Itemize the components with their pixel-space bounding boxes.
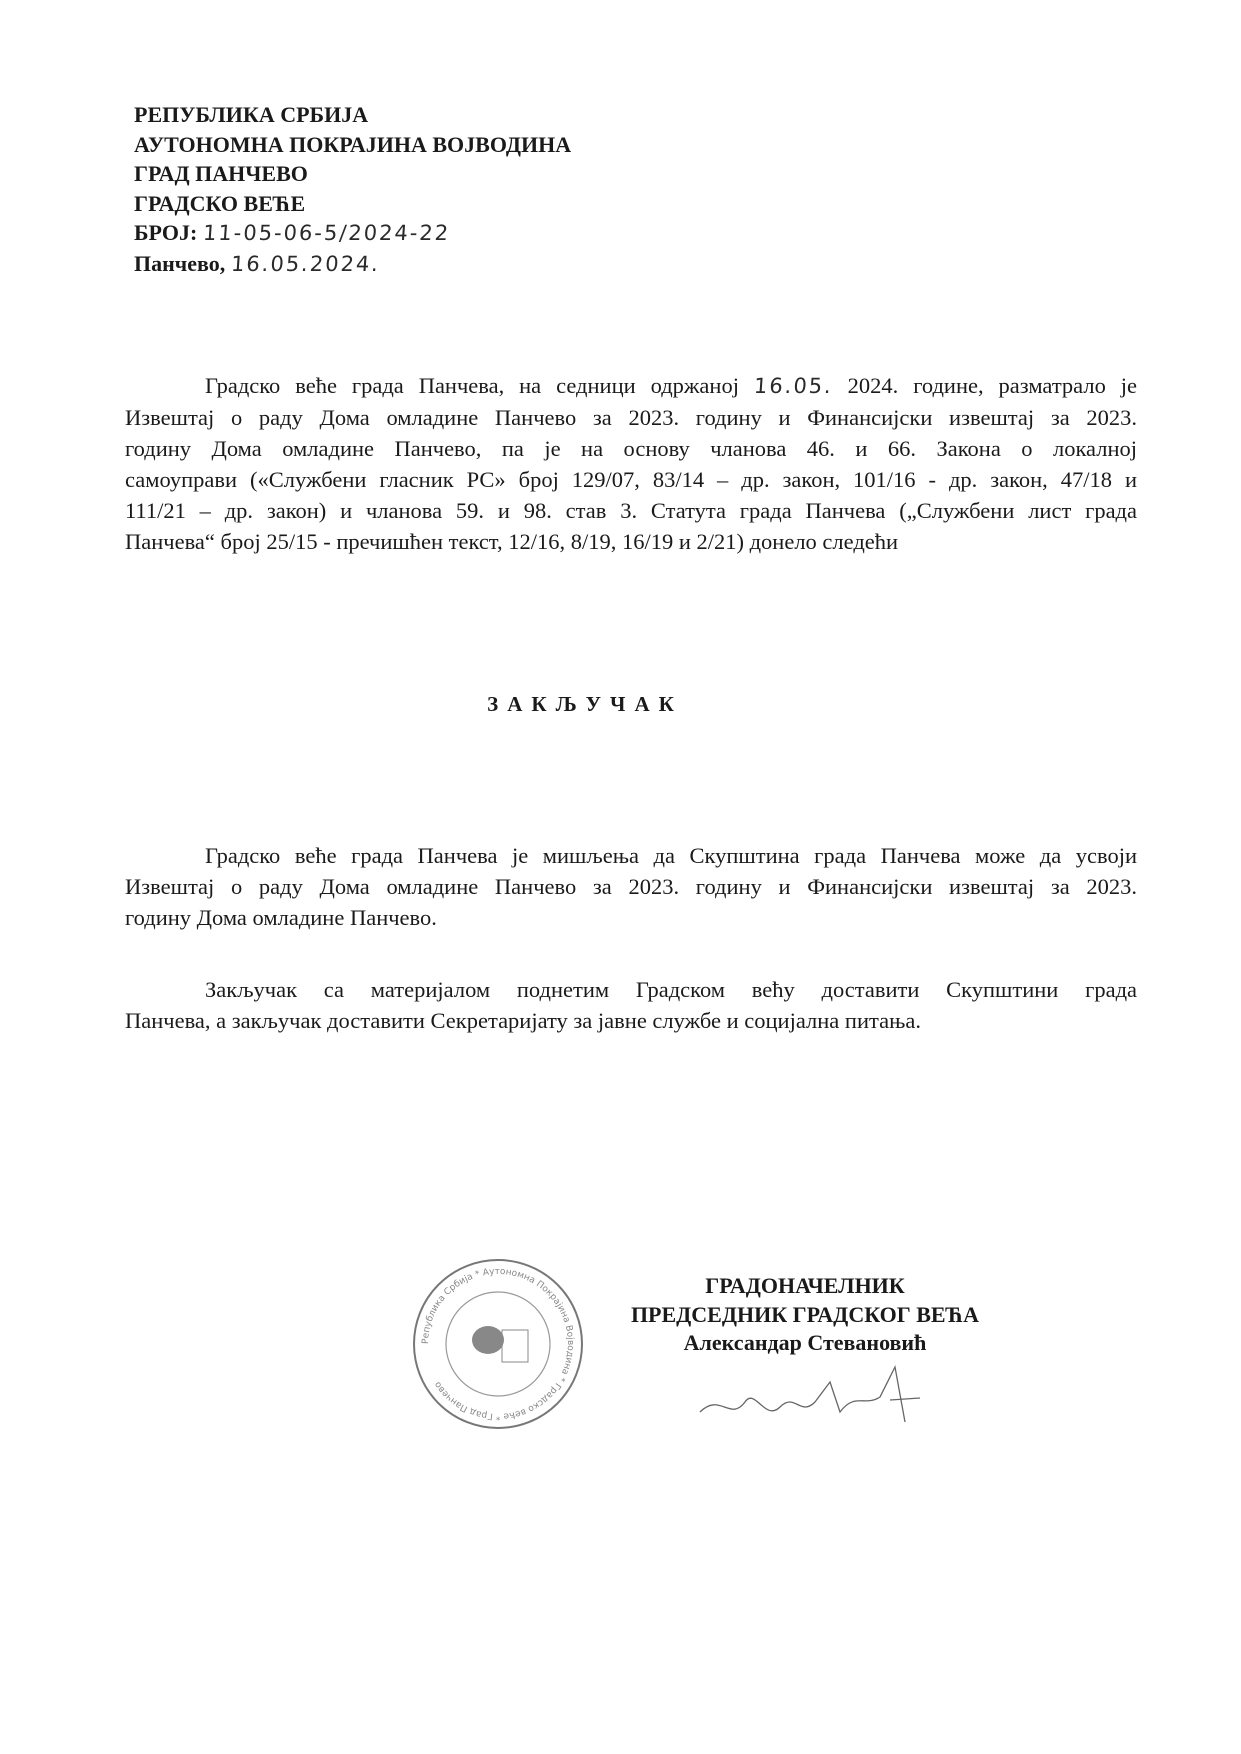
signer-title: ГРАДОНАЧЕЛНИК (705, 1273, 905, 1298)
conclusion-line: годину Дома омладине Панчево. (125, 905, 437, 930)
conclusion-paragraph-2 (125, 974, 1137, 1036)
document-date (134, 249, 571, 280)
signer-name: Александар Стевановић (683, 1330, 927, 1355)
conclusion-line: Градско веће града Панчева је мишљења да Скупштина града Панчева може да усвоји (205, 843, 1137, 868)
conclusion-line: Извештај о раду Дома омладине Панчево за 2023. годину и Финансијски извештај за 2023. (125, 874, 1137, 899)
intro-text: 2024. године, разматрало је (847, 373, 1138, 398)
document-number (134, 218, 571, 249)
handwritten-signature (690, 1362, 970, 1432)
stamp-text: Република Србија * Аутономна Покрајина Војводина * Градско веће * Град Панчево (420, 1266, 576, 1422)
intro-line (125, 370, 1137, 402)
conclusion-line: Закључак са материјалом поднетим Градском већу доставити Скупштини града (205, 977, 1137, 1002)
handwritten-number: 11-05-06-5/2024-22 (202, 221, 451, 245)
intro-line: Извештај о раду Дома омладине Панчево за 2023. годину и Финансијски извештај за 2023. (125, 405, 1137, 430)
header-line: ГРАД ПАНЧЕВО (134, 161, 308, 186)
number-label: БРОЈ: (134, 220, 198, 245)
place-label: Панчево, (134, 250, 226, 276)
handwritten-session-date: 16.05. (753, 374, 834, 398)
intro-text: Градско веће града Панчева, на седници одржаној (205, 373, 739, 398)
intro-line: годину Дома омладине Панчево, па је на основу чланова 46. и 66. Закона о локалној (125, 436, 1137, 461)
handwritten-date: 16.05.2024. (229, 251, 381, 276)
document-header (134, 100, 571, 279)
header-line: АУТОНОМНА ПОКРАЈИНА ВОЈВОДИНА (134, 131, 572, 157)
intro-line: 111/21 – др. закон) и чланова 59. и 98. став 3. Статута града Панчева („Службени лист града (125, 498, 1137, 523)
intro-paragraph (125, 370, 1137, 557)
signer-title: ПРЕДСЕДНИК ГРАДСКОГ ВЕЋА (630, 1301, 980, 1327)
conclusion-line: Панчева, а закључак доставити Секретаријату за јавне службе и социјална питања. (125, 1008, 921, 1033)
conclusion-paragraph-1 (125, 840, 1137, 933)
header-line: ГРАДСКО ВЕЋЕ (134, 190, 306, 216)
intro-line: Панчева“ број 25/15 - пречишћен текст, 12/16, 8/19, 16/19 и 2/21) донело следећи (125, 529, 899, 554)
document-title: ЗАКЉУЧАК (487, 692, 683, 716)
signature-block (600, 1272, 1010, 1358)
header-line: РЕПУБЛИКА СРБИЈА (134, 102, 369, 127)
official-stamp (410, 1256, 586, 1432)
intro-line: самоуправи («Службени гласник РС» број 129/07, 83/14 – др. закон, 101/16 - др. закон, 47/18 и (125, 467, 1137, 492)
